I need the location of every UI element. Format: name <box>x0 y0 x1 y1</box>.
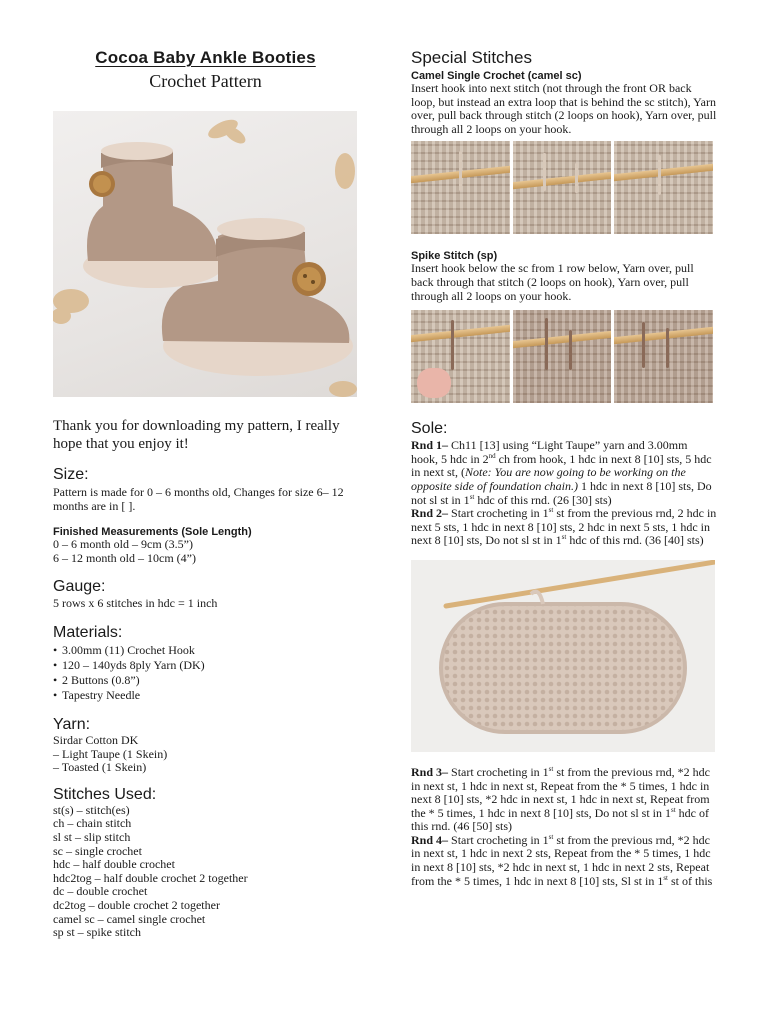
list-item: • 2 Buttons (0.8”) <box>53 673 358 688</box>
finished-line-1: 0 – 6 month old – 9cm (3.5”) <box>53 537 193 552</box>
list-item: st(s) – stitch(es) <box>53 802 130 817</box>
spike-step-photo <box>614 310 713 403</box>
list-item: ch – chain stitch <box>53 816 132 831</box>
camel-step-photo <box>614 141 713 234</box>
list-item: dc2tog – double crochet 2 together <box>53 897 220 912</box>
list-item: sp st – spike stitch <box>53 925 142 940</box>
camel-text: Insert hook into next stitch (not through the front OR back loop, but instead an extra loop that is behind the sc stitch), Yarn over, pull back through stitch (2 loops on hook), Yarn over, pull through all 2 loops on your hook. <box>411 81 717 136</box>
sole-heading: Sole: <box>411 420 448 438</box>
rnd1-text: Rnd 1– Ch11 [13] using “Light Taupe” yarn and 3.00mm hook, 5 hdc in 2nd ch from hook, 1 hdc in next 8 [10] sts, 5 hdc in next st, (Note: You are now going to be working on the opposite side of foundation chain.) 1 hdc in next 8 [10] sts, Do not sl st in 1st hdc of this rnd. (26 [30] sts) <box>411 438 712 507</box>
stitches-list <box>53 804 358 940</box>
spike-step-photo <box>411 310 510 403</box>
right-column <box>411 48 717 888</box>
materials-heading: Materials: <box>53 623 123 641</box>
finished-line-2: 6 – 12 month old – 10cm (4”) <box>53 550 196 565</box>
special-heading: Special Stitches <box>411 48 532 67</box>
list-item: • 3.00mm (11) Crochet Hook <box>53 643 358 658</box>
gauge-heading: Gauge: <box>53 578 106 596</box>
sole-illustration <box>411 560 715 752</box>
rnd3-text: Rnd 3– Start crocheting in 1st st from the previous rnd, *2 hdc in next st, 1 hdc in next st, Repeat from the * 5 times, 1 hdc in next 8 [10] sts, *2 hdc in next st, 1 hdc in next st, Repeat from the * 5 times, 1 hdc in next 8 [10] sts, Do not sl st in 1st hdc of this rnd. (46 [50] sts) <box>411 764 710 834</box>
intro-text: Thank you for downloading my pattern, I really hope that you enjoy it! <box>53 418 340 452</box>
rnd4-text: Rnd 4– Start crocheting in 1st st from the previous rnd, *2 hdc in next st, 1 hdc in next 2 sts, Repeat from the * 5 times, 1 hdc in next 8 [10] sts, *2 hdc in next st, 1 hdc in next 2 sts, Repeat from the * 5 times, 1 hdc in next 8 [10] sts, Sl st in 1st st of this <box>411 832 713 888</box>
list-item: hdc – half double crochet <box>53 857 175 872</box>
list-item: sl st – slip stitch <box>53 829 131 844</box>
rnd4-label: Rnd 4– <box>411 832 449 847</box>
gauge-text: 5 rows x 6 stitches in hdc = 1 inch <box>53 596 218 611</box>
page-title: Cocoa Baby Ankle Booties <box>95 48 316 67</box>
spike-text: Insert hook below the sc from 1 row below, Yarn over, pull back through that stitch (2 loops on hook), Yarn over, pull through all 2 loops on your hook. <box>411 261 694 303</box>
stitches-heading: Stitches Used: <box>53 785 157 803</box>
yarn-line-3: – Toasted (1 Skein) <box>53 760 147 775</box>
camel-step-photo <box>411 141 510 234</box>
rnd1-label: Rnd 1– <box>411 438 449 453</box>
rnd2-label: Rnd 2– <box>411 506 449 521</box>
camel-photos <box>411 141 713 234</box>
camel-step-photo <box>513 141 612 234</box>
list-item: sc – single crochet <box>53 843 142 858</box>
page-subtitle: Crochet Pattern <box>149 71 262 91</box>
spike-photos <box>411 310 713 403</box>
size-text: Pattern is made for 0 – 6 months old, Changes for size 6– 12 months are in [ ]. <box>53 485 344 513</box>
rnd2-text: Rnd 2– Start crocheting in 1st st from the previous rnd, 2 hdc in next 5 sts, 1 hdc in next 8 [10] sts, 2 hdc in next 5 sts, 1 hdc in next 8 [10] sts, Do not sl st in 1st hdc of this rnd. (36 [40] sts) <box>411 506 717 548</box>
left-column <box>53 48 358 940</box>
yarn-heading: Yarn: <box>53 715 91 733</box>
booties-illustration <box>53 111 357 397</box>
booties-photo <box>53 111 357 397</box>
size-heading: Size: <box>53 466 89 483</box>
materials-list <box>53 643 358 703</box>
spike-heading: Spike Stitch (sp) <box>411 250 498 263</box>
yarn-line-2: – Light Taupe (1 Skein) <box>53 746 168 761</box>
sole-photo <box>411 560 715 752</box>
rnd3-label: Rnd 3– <box>411 764 449 779</box>
list-item: camel sc – camel single crochet <box>53 911 206 926</box>
finished-heading: Finished Measurements (Sole Length) <box>53 526 252 539</box>
list-item: • 120 – 140yds 8ply Yarn (DK) <box>53 658 358 673</box>
rnd1-note: Note: You are now going to be working on the opposite side of foundation chain.) <box>411 465 686 493</box>
yarn-line-1: Sirdar Cotton DK <box>53 732 139 747</box>
list-item: • Tapestry Needle <box>53 688 358 703</box>
camel-heading: Camel Single Crochet (camel sc) <box>411 70 582 82</box>
list-item: hdc2tog – half double crochet 2 together <box>53 870 248 885</box>
list-item: dc – double crochet <box>53 884 148 899</box>
spike-step-photo <box>513 310 612 403</box>
